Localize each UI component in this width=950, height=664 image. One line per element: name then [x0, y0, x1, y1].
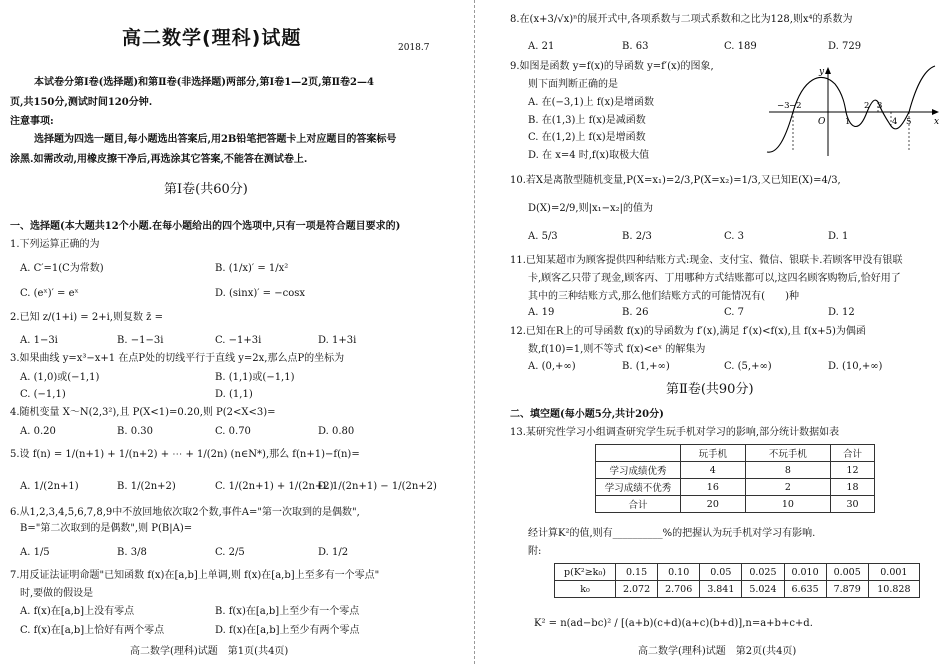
table-cell: 0.05 — [700, 564, 742, 581]
option-a: A. 19 — [528, 307, 555, 318]
page-footer: 高二数学(理科)试题 第2页(共4页) — [638, 646, 797, 657]
table-header-cell — [596, 445, 681, 462]
x-axis-label: x — [934, 117, 940, 127]
tick-label: 2 — [864, 101, 870, 111]
option-c: C. (eˣ)′ = eˣ — [20, 288, 79, 299]
table-cell: 0.005 — [826, 564, 868, 581]
option-b: B. 3/8 — [117, 547, 147, 558]
option-b: B. (1/x)′ = 1/x² — [215, 263, 289, 274]
option-c: C. 1/(2n+1) + 1/(2n+2) — [215, 481, 334, 492]
intro-line: 页,共150分,测试时间120分钟. — [10, 97, 153, 108]
option-d: D. 1/2 — [318, 547, 349, 558]
option-c: C. 0.70 — [215, 426, 251, 437]
chi-square-formula: K² = n(ad−bc)² / [(a+b)(c+d)(a+c)(b+d)],n=a+b+c+d. — [534, 618, 813, 629]
table-header-row — [596, 445, 875, 462]
option-b: B. 0.30 — [117, 426, 153, 437]
question-stem: 13.某研究性学习小组调查研究学生玩手机对学习的影响,部分统计数据如表 — [510, 427, 840, 438]
table-cell: 0.15 — [616, 564, 658, 581]
option-a: A. f(x)在[a,b]上没有零点 — [20, 606, 135, 617]
option-c: C. 2/5 — [215, 547, 245, 558]
question-text: 经计算K²的值,则有__________%的把握认为玩手机对学习有影响. — [528, 528, 816, 539]
table-cell: 5.024 — [742, 581, 784, 598]
option-a: A. (1,0)或(−1,1) — [20, 372, 100, 383]
question-stem: 4.随机变量 X～N(2,3²),且 P(X<1)=0.20,则 P(2<X<3)= — [10, 407, 276, 418]
question-stem: B="第二次取到的是偶数",则 P(B|A)= — [20, 523, 193, 534]
table-row — [555, 581, 920, 598]
option-a: A. 0.20 — [20, 426, 56, 437]
option-a: A. C′=1(C为常数) — [20, 263, 104, 274]
exam-date: 2018.7 — [398, 43, 430, 53]
table-cell: 学习成绩优秀 — [596, 462, 681, 479]
table-cell: 2 — [745, 479, 830, 496]
table-header-cell: 不玩手机 — [745, 445, 830, 462]
tick-label: −2 — [789, 101, 802, 111]
option-d: D. 在 x=4 时,f(x)取极大值 — [528, 150, 650, 161]
table-cell: 学习成绩不优秀 — [596, 479, 681, 496]
option-a: A. 1/5 — [20, 547, 50, 558]
page-1 — [0, 0, 470, 664]
tick-label: −3 — [777, 101, 790, 111]
table-row — [596, 479, 875, 496]
option-b: B. 1/(2n+2) — [117, 481, 176, 492]
option-a: A. 5/3 — [528, 231, 558, 242]
option-b: B. f(x)在[a,b]上至少有一个零点 — [215, 606, 360, 617]
question-stem: D(X)=2/9,则|x₁−x₂|的值为 — [528, 203, 654, 214]
table-cell: 20 — [681, 496, 746, 513]
table-header-cell: k₀ — [555, 581, 616, 598]
option-b: B. −1−3i — [117, 335, 164, 346]
option-b: B. 26 — [622, 307, 649, 318]
option-c: C. 在(1,2)上 f(x)是增函数 — [528, 132, 646, 143]
option-d: D. (sinx)′ = −cosx — [215, 288, 306, 299]
option-b: B. (1,1)或(−1,1) — [215, 372, 295, 383]
table-row — [555, 564, 920, 581]
question-stem: 11.已知某超市为顾客提供四种结账方式:现金、支付宝、微信、银联卡.若顾客甲没有银联 — [510, 255, 903, 266]
option-d: D. (10,+∞) — [828, 361, 883, 372]
table-cell: 2.072 — [616, 581, 658, 598]
page-divider — [474, 0, 475, 664]
section-1-heading: 第Ⅰ卷(共60分) — [164, 182, 248, 197]
derivative-graph — [763, 60, 943, 160]
origin-label: O — [818, 117, 826, 127]
option-c: C. f(x)在[a,b]上恰好有两个零点 — [20, 625, 165, 636]
option-c: C. 7 — [724, 307, 745, 318]
table-cell: 16 — [681, 479, 746, 496]
x-axis-arrow — [932, 109, 939, 115]
section-2-heading: 第Ⅱ卷(共90分) — [666, 382, 754, 397]
option-b: B. 63 — [622, 41, 649, 52]
tick-label: 5 — [906, 117, 912, 127]
question-stem: 6.从1,2,3,4,5,6,7,8,9中不放回地依次取2个数,事件A="第一次取到的是偶数", — [10, 507, 360, 518]
table-cell: 4 — [681, 462, 746, 479]
notice-line: 选择题为四选一题目,每小题选出答案后,用2B铅笔把答题卡上对应题目的答案标号 — [34, 134, 397, 145]
table-cell: 合计 — [596, 496, 681, 513]
table-cell: 0.001 — [868, 564, 919, 581]
notice-label: 注意事项: — [10, 116, 54, 127]
table-cell: 8 — [745, 462, 830, 479]
option-d: D. (1,1) — [215, 389, 253, 400]
option-d: D. 729 — [828, 41, 862, 52]
option-d: D. 1/(2n+1) − 1/(2n+2) — [318, 481, 437, 492]
table-header-cell: 合计 — [831, 445, 875, 462]
table-cell: 7.879 — [826, 581, 868, 598]
appendix-label: 附: — [528, 546, 542, 557]
option-a: A. 21 — [528, 41, 555, 52]
option-a: A. 1/(2n+1) — [20, 481, 79, 492]
option-c: C. (−1,1) — [20, 389, 66, 400]
part-1-heading: 一、选择题(本大题共12个小题.在每小题给出的四个选项中,只有一项是符合题目要求的) — [10, 221, 401, 232]
tick-label: 1 — [845, 117, 851, 127]
option-d: D. f(x)在[a,b]上至少有两个零点 — [215, 625, 360, 636]
option-d: D. 1 — [828, 231, 849, 242]
table-cell: 0.10 — [658, 564, 700, 581]
table-cell: 30 — [831, 496, 875, 513]
y-axis-label: y — [819, 67, 825, 77]
option-a: A. (0,+∞) — [528, 361, 576, 372]
question-stem: 12.已知在R上的可导函数 f(x)的导函数为 f′(x),满足 f′(x)<f(x),且 f(x+5)为偶函 — [510, 326, 866, 337]
question-stem: 7.用反证法证明命题"已知函数 f(x)在[a,b]上单调,则 f(x)在[a,b]上至多有一个零点" — [10, 570, 380, 581]
option-a: A. 在(−3,1)上 f(x)是增函数 — [528, 97, 654, 108]
contingency-table — [595, 444, 875, 513]
table-cell: 0.025 — [742, 564, 784, 581]
notice-line: 涂黑.如需改动,用橡皮擦干净后,再选涂其它答案,不能答在测试卷上. — [10, 154, 308, 165]
table-cell: 6.635 — [784, 581, 826, 598]
option-c: C. 3 — [724, 231, 745, 242]
question-stem: 2.已知 z/(1+i) = 2+i,则复数 z̄ = — [10, 312, 163, 323]
table-cell: 12 — [831, 462, 875, 479]
question-stem: 3.如果曲线 y=x³−x+1 在点P处的切线平行于直线 y=2x,那么点P的坐标为 — [10, 353, 345, 364]
tick-label: 3 — [877, 101, 883, 111]
intro-line: 本试卷分第Ⅰ卷(选择题)和第Ⅱ卷(非选择题)两部分,第Ⅰ卷1—2页,第Ⅱ卷2—4 — [34, 77, 374, 88]
table-cell: 10.828 — [868, 581, 919, 598]
part-2-heading: 二、填空题(每小题5分,共计20分) — [510, 409, 664, 420]
table-cell: 10 — [745, 496, 830, 513]
table-header-cell: p(K²≥k₀) — [555, 564, 616, 581]
page-footer: 高二数学(理科)试题 第1页(共4页) — [130, 646, 289, 657]
table-cell: 3.841 — [700, 581, 742, 598]
table-row — [596, 462, 875, 479]
question-stem: 则下面判断正确的是 — [528, 79, 618, 90]
option-a: A. 1−3i — [20, 335, 58, 346]
option-d: D. 1+3i — [318, 335, 357, 346]
question-stem: 5.设 f(n) = 1/(n+1) + 1/(n+2) + ⋯ + 1/(2n) (n∈N*),那么 f(n+1)−f(n)= — [10, 449, 360, 460]
question-stem: 时,要做的假设是 — [20, 588, 94, 599]
option-b: B. 在(1,3)上 f(x)是减函数 — [528, 115, 646, 126]
table-cell: 18 — [831, 479, 875, 496]
exam-title: 高二数学(理科)试题 — [122, 27, 302, 49]
table-row — [596, 496, 875, 513]
tick-label: 4 — [892, 117, 898, 127]
question-stem: 9.如图是函数 y=f(x)的导函数 y=f′(x)的图象, — [510, 61, 714, 72]
option-c: C. (5,+∞) — [724, 361, 772, 372]
question-stem: 1.下列运算正确的为 — [10, 239, 100, 250]
y-axis-arrow — [825, 67, 831, 74]
option-b: B. (1,+∞) — [622, 361, 670, 372]
table-header-cell: 玩手机 — [681, 445, 746, 462]
option-d: D. 12 — [828, 307, 855, 318]
option-b: B. 2/3 — [622, 231, 652, 242]
page-2 — [478, 0, 950, 664]
question-stem: 其中的三种结账方式,那么他们结账方式的可能情况有( )种 — [528, 291, 799, 302]
question-stem: 卡,顾客乙只带了现金,顾客丙、丁用哪种方式结账都可以,这四名顾客购物后,恰好用了 — [528, 273, 901, 284]
option-c: C. 189 — [724, 41, 757, 52]
option-d: D. 0.80 — [318, 426, 355, 437]
question-stem: 8.在(x+3/√x)ⁿ的展开式中,各项系数与二项式系数和之比为128,则x⁴的系数为 — [510, 14, 853, 25]
table-cell: 0.010 — [784, 564, 826, 581]
critical-value-table — [554, 563, 920, 598]
table-cell: 2.706 — [658, 581, 700, 598]
question-stem: 10.若X是离散型随机变量,P(X=x₁)=2/3,P(X=x₂)=1/3,又已知E(X)=4/3, — [510, 175, 841, 186]
option-c: C. −1+3i — [215, 335, 262, 346]
question-stem: 数,f(10)=1,则不等式 f(x)<eˣ 的解集为 — [528, 344, 706, 355]
